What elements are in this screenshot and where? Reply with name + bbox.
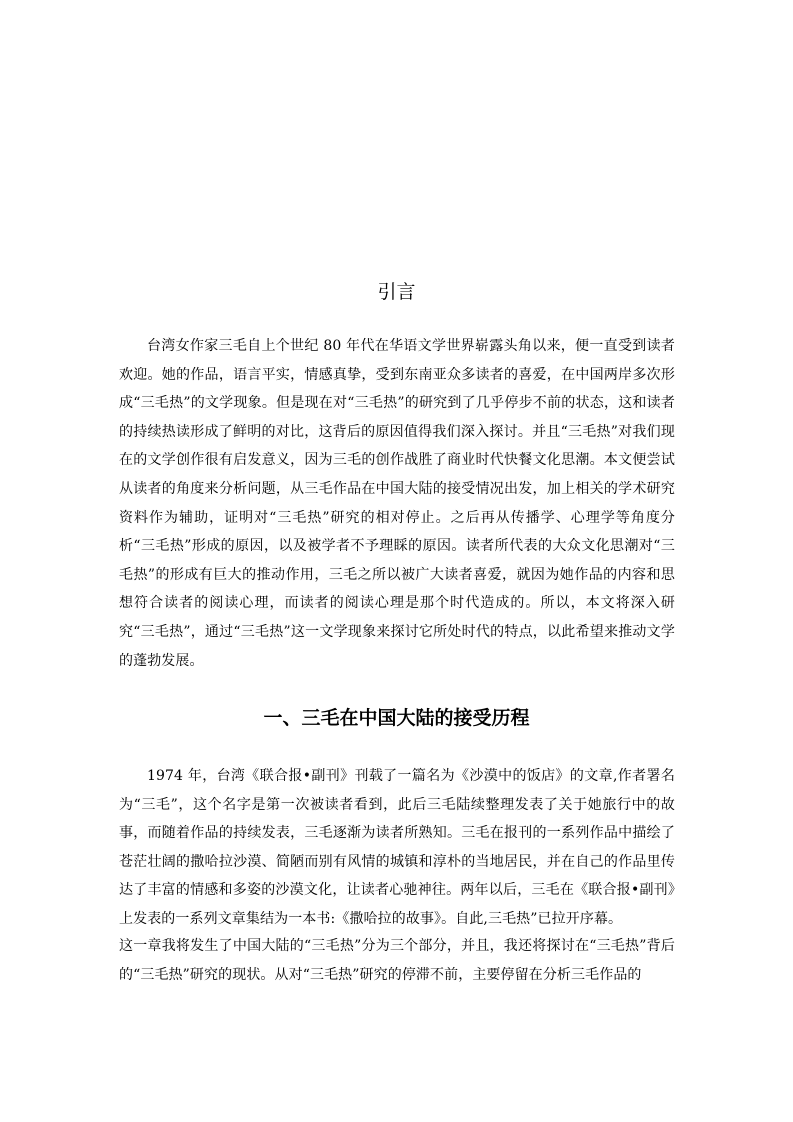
section-paragraph-1: 1974 年，台湾《联合报•副刊》刊载了一篇名为《沙漠中的饭店》的文章,作者署名为“三毛”，这个名字是第一次被读者看到，此后三毛陆续整理发表了关于她旅行中的故事，而随着作品的持续发表，三毛逐渐为读者所熟知。三毛在报刊的一系列作品中描绘了苍茫壮阔的撒哈拉沙漠、简陋而别有风情的城镇和淳朴的当地居民，并在自己的作品里传达了丰富的情感和多姿的沙漠文化，让读者心驰神往。两年以后，三毛在《联合报•副刊》上发表的一系列文章集结为一本书:《撒哈拉的故事》。自此,三毛热”已拉开序幕。 [119, 768, 675, 927]
intro-title: 引言 [377, 281, 416, 303]
section-paragraph-2: 这一章我将发生了中国大陆的“三毛热”分为三个部分，并且，我还将探讨在“三毛热”背后的“三毛热”研究的现状。从对“三毛热”研究的停滞不前，主要停留在分析三毛作品的 [119, 938, 675, 983]
intro-paragraph: 台湾女作家三毛自上个世纪 80 年代在华语文学世界崭露头角以来，便一直受到读者欢迎。她的作品，语言平实，情感真挚，受到东南亚众多读者的喜爱，在中国两岸多次形成“三毛热”的文学现象。但是现在对“三毛热”的研究到了几乎停步不前的状态，这和读者的持续热读形成了鲜明的对比，这背后的原因值得我们深入探讨。并且“三毛热”对我们现在的文学创作很有启发意义，因为三毛的创作战胜了商业时代快餐文化思潮。本文便尝试从读者的角度来分析问题，从三毛作品在中国大陆的接受情况出发，加上相关的学术研究资料作为辅助，证明对“三毛热”研究的相对停止。之后再从传播学、心理学等角度分析“三毛热”形成的原因，以及被学者不予理睬的原因。读者所代表的大众文化思潮对“三毛热”的形成有巨大的推动作用，三毛之所以被广大读者喜爱，就因为她作品的内容和思想符合读者的阅读心理，而读者的阅读心理是那个时代造成的。所以，本文将深入研究“三毛热”，通过“三毛热”这一文学现象来探讨它所处时代的特点，以此希望来推动文学的蓬勃发展。 [119, 338, 675, 669]
section-heading: 一、三毛在中国大陆的接受历程 [263, 707, 530, 729]
